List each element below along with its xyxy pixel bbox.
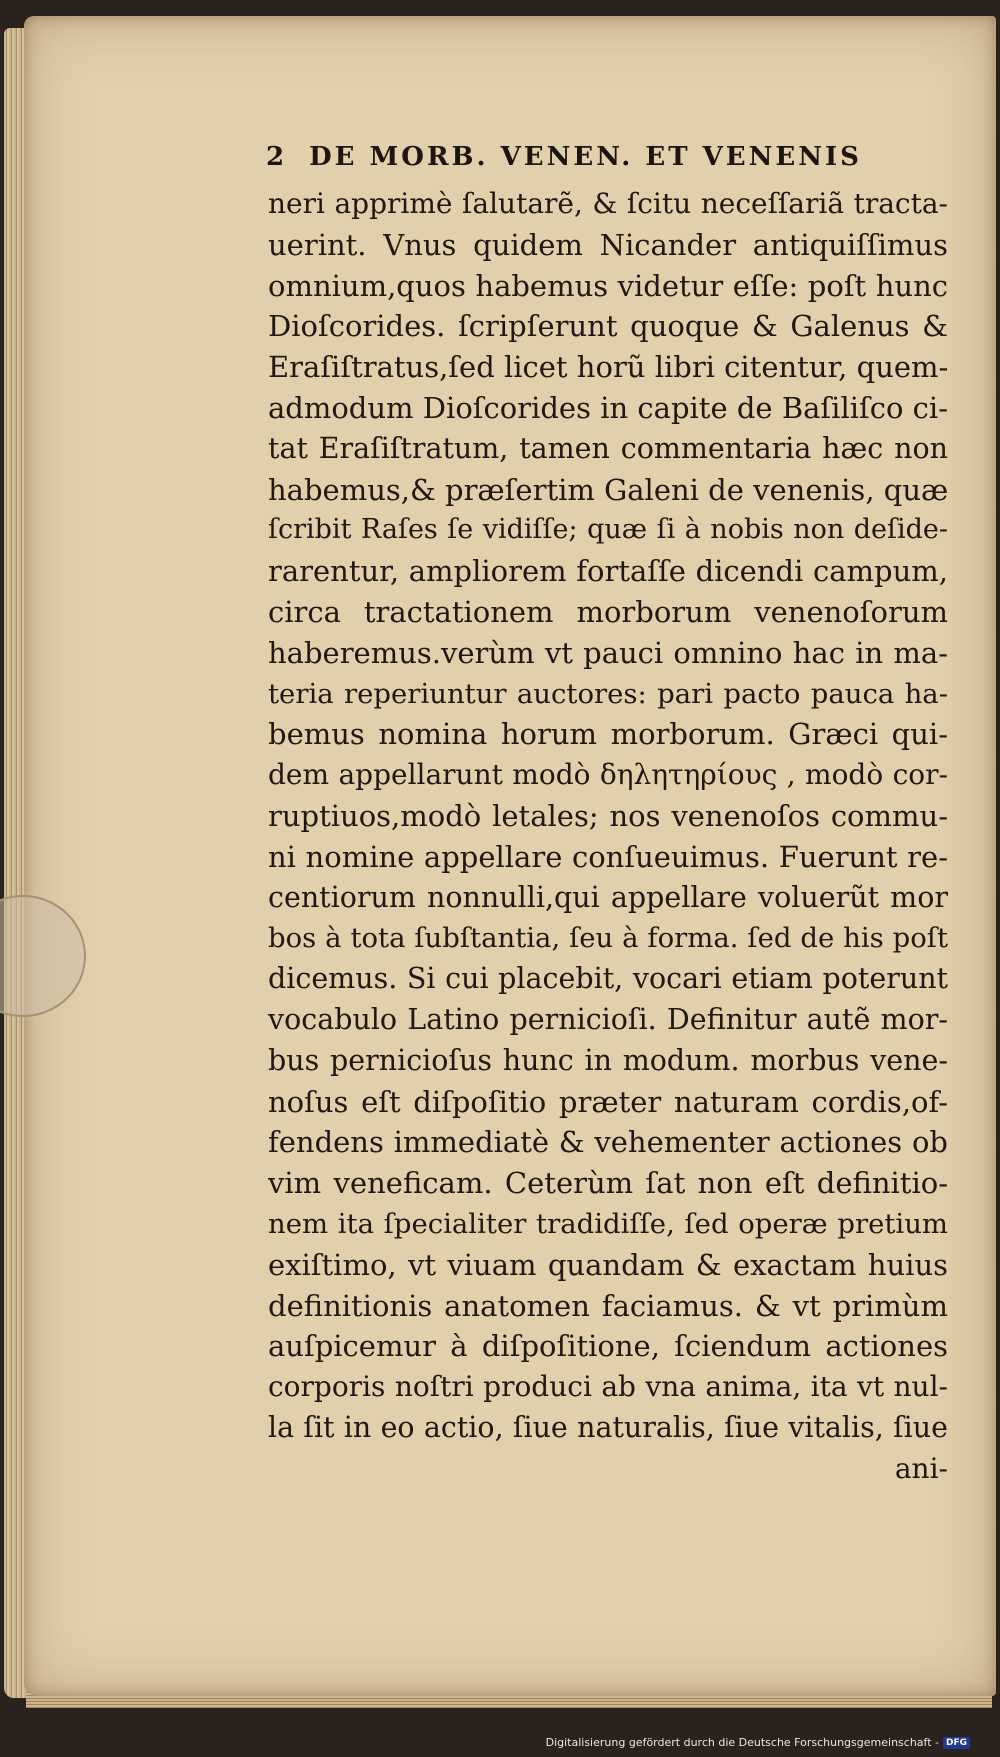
page-number: 2 [266, 142, 288, 172]
text-line: ſcribit Raſes ſe vidiſſe; quæ ſi à nobis non deſide- [268, 514, 948, 546]
digitization-credit [546, 1736, 970, 1749]
text-line: la ſit in eo actio, ſiue naturalis, ſiue vitalis, ſiue [268, 1410, 948, 1444]
text-line: neri apprimè ſalutarẽ, & ſcitu neceſſariã tracta- [268, 187, 948, 220]
text-line: dicemus. Si cui placebit, vocari etiam poterunt [268, 962, 948, 996]
text-line: dem appellarunt modò δηλητηρίους , modò cor- [268, 758, 948, 792]
catchword: ani- [894, 1451, 948, 1485]
text-line: auſpicemur à diſpoſitione, ſciendum actiones [268, 1329, 948, 1364]
running-header [266, 142, 948, 184]
text-line: haberemus.verùm vt pauci omnino hac in ma- [268, 635, 948, 670]
text-line: definitionis anatomen faciamus. & vt primùm [268, 1288, 948, 1323]
text-line: uerint. Vnus quidem Nicander antiquiſſimus [268, 227, 948, 262]
text-line: vocabulo Latino pernicioſi. Definitur autẽ mor- [268, 1002, 948, 1036]
text-line: vim veneficam. Ceterùm ſat non eſt definitio- [268, 1166, 948, 1201]
text-line: tat Eraſiſtratum, tamen commentaria hæc non [268, 431, 948, 465]
text-line: noſus eſt diſpoſitio præter naturam cordis,of- [268, 1084, 948, 1119]
credit-text: Digitalisierung gefördert durch die Deutsche Forschungsgemeinschaft - [545, 1736, 939, 1749]
text-line: fendens immediatè & vehementer actiones ob [268, 1125, 948, 1160]
text-line: ni nomine appellare conſueuimus. Fuerunt re- [268, 839, 948, 874]
text-line: habemus,& præſertim Galeni de venenis, quæ [268, 472, 949, 507]
text-line: Dioſcorides. ſcripſerunt quoque & Galenus & [268, 309, 948, 344]
text-line: omnium,quos habemus videtur eſſe: poſt hunc [268, 268, 948, 303]
text-line: teria reperiuntur auctores: pari pacto pauca ha- [268, 677, 948, 710]
text-line: admodum Dioſcorides in capite de Baſiliſco ci- [268, 390, 948, 425]
dfg-logo: DFG [943, 1737, 970, 1749]
text-line: centiorum nonnulli,qui appellare voluerũt mor [268, 880, 948, 914]
text-line: nem ita ſpecialiter tradidiſſe, ſed operæ pretium [268, 1207, 948, 1240]
text-line: exiſtimo, vt viuam quandam & exactam huius [268, 1247, 948, 1282]
text-line: bos à tota ſubſtantia, ſeu à forma. ſed de his poſt [268, 922, 948, 955]
text-line: bus pernicioſus hunc in modum. morbus vene- [268, 1043, 948, 1077]
page-text [268, 142, 948, 1489]
text-line: corporis noſtri produci ab vna anima, ita vt nul- [268, 1370, 948, 1404]
text-line: bemus nomina horum morborum. Græci qui- [268, 717, 948, 752]
body-text [268, 184, 948, 1449]
text-line: rarentur, ampliorem fortaſſe dicendi campum, [268, 554, 948, 589]
text-line: Eraſiſtratus,ſed licet horũ libri citentur, quem- [268, 350, 949, 385]
text-line: circa tractationem morborum venenoſorum [268, 594, 948, 629]
running-title: DE MORB. VENEN. ET VENENIS [309, 142, 862, 172]
text-line: ruptiuos,modò letales; nos venenoſos commu- [268, 798, 948, 833]
